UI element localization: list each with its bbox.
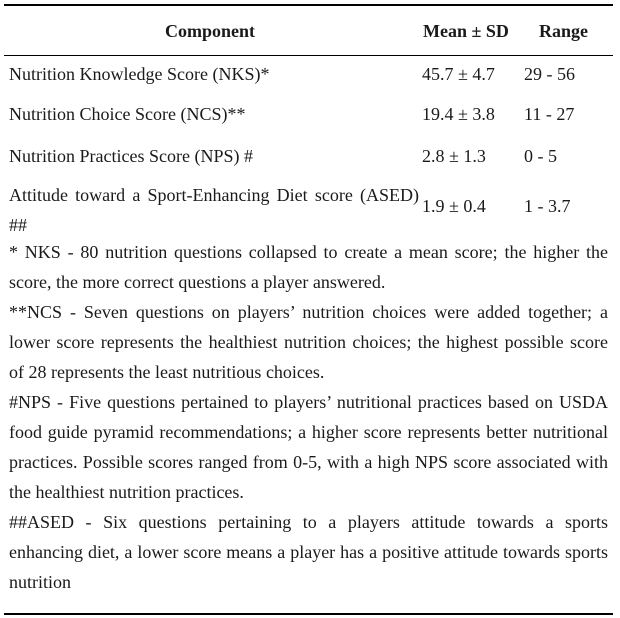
row-nks-range: 29 - 56 xyxy=(524,64,575,84)
header-component: Component xyxy=(165,21,256,41)
row-nps-mean-sd: 2.8 ± 1.3 xyxy=(422,146,486,166)
row-nks-mean-sd: 45.7 ± 4.7 xyxy=(422,64,495,84)
footnote-ased: ##ASED - Six questions pertaining to a players attitude towards a sports enhancing diet, a lower score means a player has a positive attitude towards sports nutrition xyxy=(9,512,608,592)
row-ncs-range: 11 - 27 xyxy=(524,104,575,124)
row-ased-label: Attitude toward a Sport-Enhancing Diet score (ASED) ## xyxy=(9,185,419,235)
row-ncs-label: Nutrition Choice Score (NCS)** xyxy=(9,104,246,124)
row-ased-mean-sd: 1.9 ± 0.4 xyxy=(422,196,486,216)
row-nps-label: Nutrition Practices Score (NPS) # xyxy=(9,146,253,166)
header-range: Range xyxy=(539,21,588,41)
row-ased-range: 1 - 3.7 xyxy=(524,196,571,216)
row-nks-label: Nutrition Knowledge Score (NKS)* xyxy=(9,64,270,84)
footnote-nps: #NPS - Five questions pertained to players’ nutritional practices based on USDA food guide pyramid recommendations; a higher score represents better nutritional practices. Possible scores ranged from 0-5, with a high NPS score associated with the healthiest nutrition practices. xyxy=(9,392,608,502)
table-header-rule xyxy=(4,55,613,56)
row-nps-range: 0 - 5 xyxy=(524,146,557,166)
footnote-ncs: **NCS - Seven questions on players’ nutrition choices were added together; a lower score represents the healthiest nutrition choices; the highest possible score of 28 represents the least nutritious choices. xyxy=(9,302,608,382)
table-top-rule xyxy=(4,4,613,6)
footnote-nks: * NKS - 80 nutrition questions collapsed to create a mean score; the higher the score, the more correct questions a player answered. xyxy=(9,242,608,292)
table-bottom-rule xyxy=(4,613,613,615)
row-ncs-mean-sd: 19.4 ± 3.8 xyxy=(422,104,495,124)
header-mean-sd: Mean ± SD xyxy=(423,21,509,41)
table-footnotes xyxy=(9,237,608,597)
